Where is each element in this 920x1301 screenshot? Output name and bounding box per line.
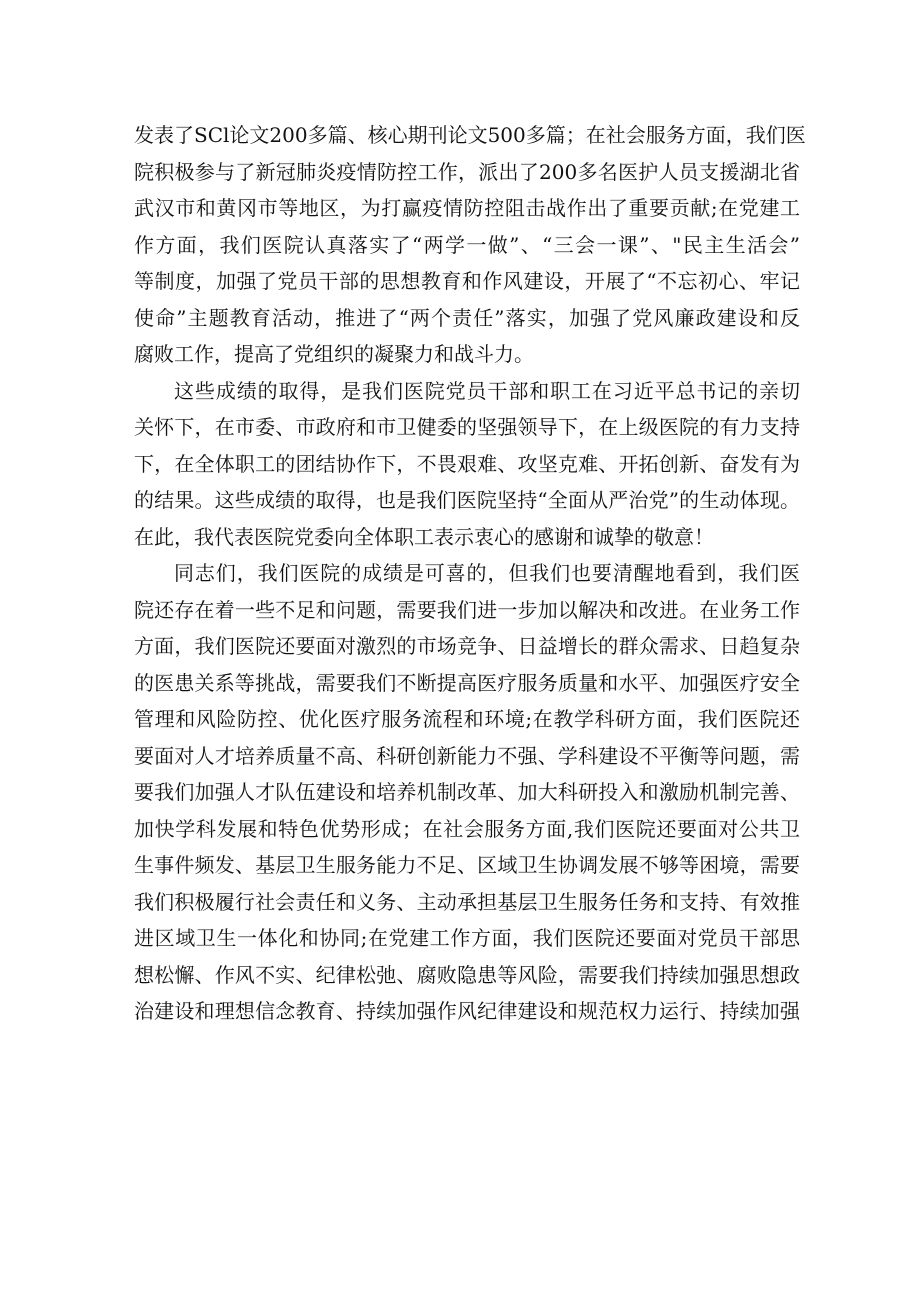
text-line: 治建设和理想信念教育、持续加强作风纪律建设和规范权力运行、持续加强 <box>134 999 800 1023</box>
paragraph-gratitude <box>134 373 800 556</box>
text-line: 这些成绩的取得，是我们医院党员干部和职工在习近平总书记的亲切 <box>174 378 800 403</box>
text-line: 等制度，加强了党员干部的思想教育和作风建设，开展了“不忘初心、牢记 <box>134 269 800 293</box>
text-line: 的医患关系等挑战，需要我们不断提高医疗服务质量和水平、加强医疗安全 <box>134 670 800 695</box>
text-line: 要面对人才培养质量不高、科研创新能力不强、学科建设不平衡等问题，需 <box>134 743 800 768</box>
text-line: 关怀下，在市委、市政府和市卫健委的坚强领导下，在上级医院的有力支持 <box>134 415 800 439</box>
text-line: 方面，我们医院还要面对激烈的市场竞争、日益增长的群众需求、日趋复杂 <box>134 634 800 658</box>
text-line: 的结果。这些成绩的取得，也是我们医院坚持“全面从严治党”的生动体现。 <box>134 488 800 512</box>
paragraph-achievements <box>134 117 806 373</box>
text-line: 发表了SCl论文200多篇、核心期刊论文500多篇；在社会服务方面，我们医 <box>134 123 806 147</box>
text-line: 同志们，我们医院的成绩是可喜的，但我们也要清醒地看到，我们医 <box>174 561 800 585</box>
text-line: 作方面，我们医院认真落实了“两学一做”、“三会一课”、"民主生活会” <box>134 232 800 257</box>
text-line: 腐败工作，提高了党组织的凝聚力和战斗力。 <box>134 342 534 366</box>
text-line: 进区域卫生一体化和协同;在党建工作方面，我们医院还要面对党员干部思 <box>134 926 800 950</box>
text-line: 加快学科发展和特色优势形成；在社会服务方面,我们医院还要面对公共卫 <box>134 816 800 841</box>
text-line: 我们积极履行社会责任和义务、主动承担基层卫生服务任务和支持、有效推 <box>134 889 800 914</box>
text-line: 管理和风险防控、优化医疗服务流程和环境;在教学科研方面，我们医院还 <box>134 707 800 731</box>
text-line: 院积极参与了新冠肺炎疫情防控工作，派出了200多名医护人员支援湖北省 <box>134 159 800 184</box>
text-line: 在此，我代表医院党委向全体职工表示衷心的感谢和诚挚的敬意！ <box>134 524 714 549</box>
text-line: 使命”主题教育活动，推进了“两个责任”落实，加强了党风廉政建设和反 <box>134 305 800 330</box>
text-line: 院还存在着一些不足和问题，需要我们进一步加以解决和改进。在业务工作 <box>134 597 800 622</box>
text-line: 生事件频发、基层卫生服务能力不足、区域卫生协调发展不够等困境，需要 <box>134 853 800 877</box>
text-line: 要我们加强人才队伍建设和培养机制改革、加大科研投入和激励机制完善、 <box>134 780 800 804</box>
text-line: 下，在全体职工的团结协作下，不畏艰难、攻坚克难、开拓创新、奋发有为 <box>134 451 800 476</box>
document-body <box>134 117 806 1030</box>
text-line: 想松懈、作风不实、纪律松弛、腐败隐患等风险，需要我们持续加强思想政 <box>134 962 800 987</box>
paragraph-challenges <box>134 555 800 1030</box>
text-line: 武汉市和黄冈市等地区，为打赢疫情防控阻击战作出了重要贡献;在党建工 <box>134 196 800 220</box>
